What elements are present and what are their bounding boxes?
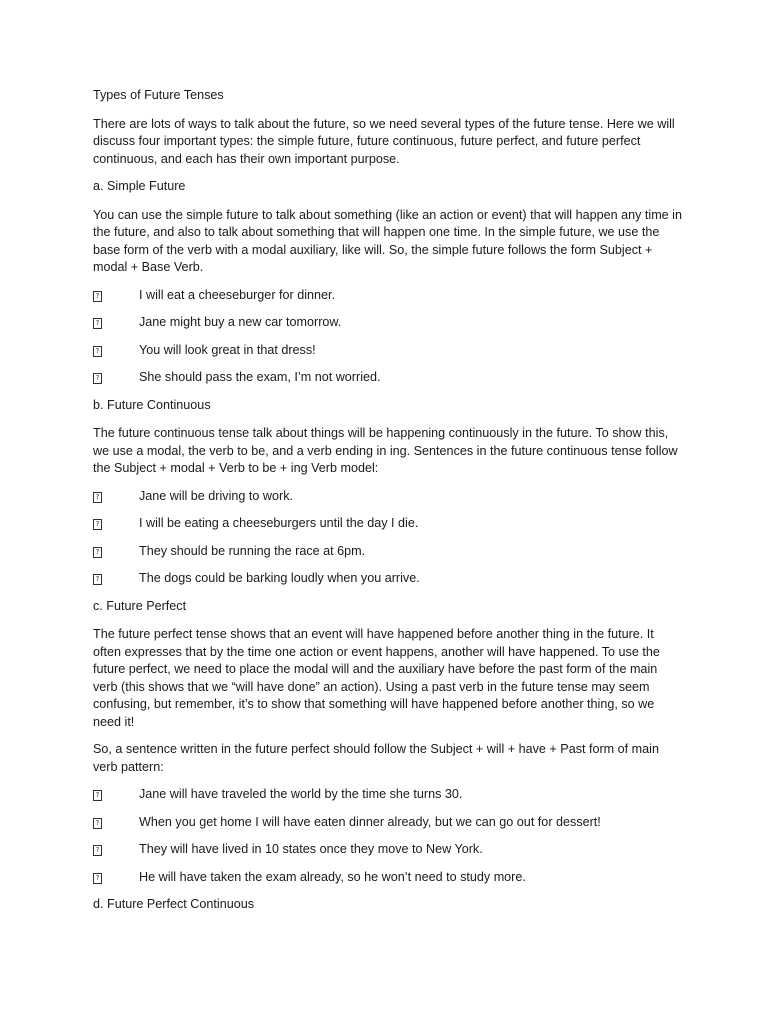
missing-glyph-icon: ? <box>93 790 102 801</box>
list-item <box>93 841 683 859</box>
list-item <box>93 814 683 832</box>
document-title: Types of Future Tenses <box>93 88 224 102</box>
missing-glyph-icon: ? <box>93 547 102 558</box>
example-sentence: She should pass the exam, I’m not worried. <box>139 370 381 384</box>
example-sentence: They will have lived in 10 states once they move to New York. <box>139 842 483 856</box>
example-sentence: You will look great in that dress! <box>139 342 316 357</box>
section-heading-simple-future: a. Simple Future <box>93 179 186 193</box>
list-item <box>93 369 683 387</box>
list-item <box>93 342 683 360</box>
intro-paragraph: There are lots of ways to talk about the future, so we need several types of the future tense. Here we will discuss four important types: the simple future, future continuous, future perfect, and future perfect continuous, and each has their own important purpose. <box>93 116 675 166</box>
missing-glyph-icon: ? <box>93 818 102 829</box>
section-heading-future-perfect-continuous: d. Future Perfect Continuous <box>93 897 255 911</box>
list-item <box>93 869 683 887</box>
missing-glyph-icon: ? <box>93 492 102 503</box>
document-page <box>93 87 683 925</box>
list-item <box>93 570 683 588</box>
example-sentence: Jane will have traveled the world by the time she turns 30. <box>139 787 463 801</box>
missing-glyph-icon: ? <box>93 318 102 329</box>
list-item <box>93 314 683 332</box>
missing-glyph-icon: ? <box>93 873 102 884</box>
missing-glyph-icon: ? <box>93 845 102 856</box>
missing-glyph-icon: ? <box>93 373 102 384</box>
example-sentence: Jane might buy a new car tomorrow. <box>139 315 342 329</box>
section-paragraph: So, a sentence written in the future perfect should follow the Subject + will + have + Past form of main verb pattern: <box>93 742 659 774</box>
list-item <box>93 488 683 506</box>
list-item <box>93 287 683 305</box>
list-item <box>93 515 683 533</box>
example-sentence: I will eat a cheeseburger for dinner. <box>139 287 336 302</box>
section-paragraph: You can use the simple future to talk about something (like an action or event) that will happen any time in the future, and also to talk about something that will happen one time. In the simple future, we use the base form of the verb with a modal auxiliary, like will. So, the simple future follows the form Subject + modal + Base Verb. <box>93 207 682 274</box>
example-sentence: Jane will be driving to work. <box>139 488 293 503</box>
missing-glyph-icon: ? <box>93 346 102 357</box>
example-sentence: The dogs could be barking loudly when you arrive. <box>139 571 420 585</box>
section-heading-future-perfect: c. Future Perfect <box>93 598 187 613</box>
example-sentence: They should be running the race at 6pm. <box>139 543 366 558</box>
missing-glyph-icon: ? <box>93 574 102 585</box>
example-sentence: I will be eating a cheeseburgers until the day I die. <box>139 516 419 530</box>
example-sentence: When you get home I will have eaten dinner already, but we can go out for dessert! <box>139 814 601 829</box>
section-paragraph: The future continuous tense talk about things will be happening continuously in the future. To show this, we use a modal, the verb to be, and a verb ending in ing. Sentences in the future continuous tense follow the Subject + modal + Verb to be + ing Verb model: <box>93 426 678 475</box>
example-sentence: He will have taken the exam already, so he won’t need to study more. <box>139 869 526 884</box>
section-paragraph: The future perfect tense shows that an event will have happened before another thing in the future. It often expresses that by the time one action or event happens, another will have happened. To use the future perfect, we need to place the modal will and the auxiliary have before the past form of the main verb (this shows that we “will have done” an action). Using a past verb in the future tense may seem confusing, but remember, it’s to show that something will have happened before another thing, so we need it! <box>93 627 660 729</box>
section-heading-future-continuous: b. Future Continuous <box>93 397 211 412</box>
missing-glyph-icon: ? <box>93 519 102 530</box>
missing-glyph-icon: ? <box>93 291 102 302</box>
list-item <box>93 786 683 804</box>
list-item <box>93 543 683 561</box>
